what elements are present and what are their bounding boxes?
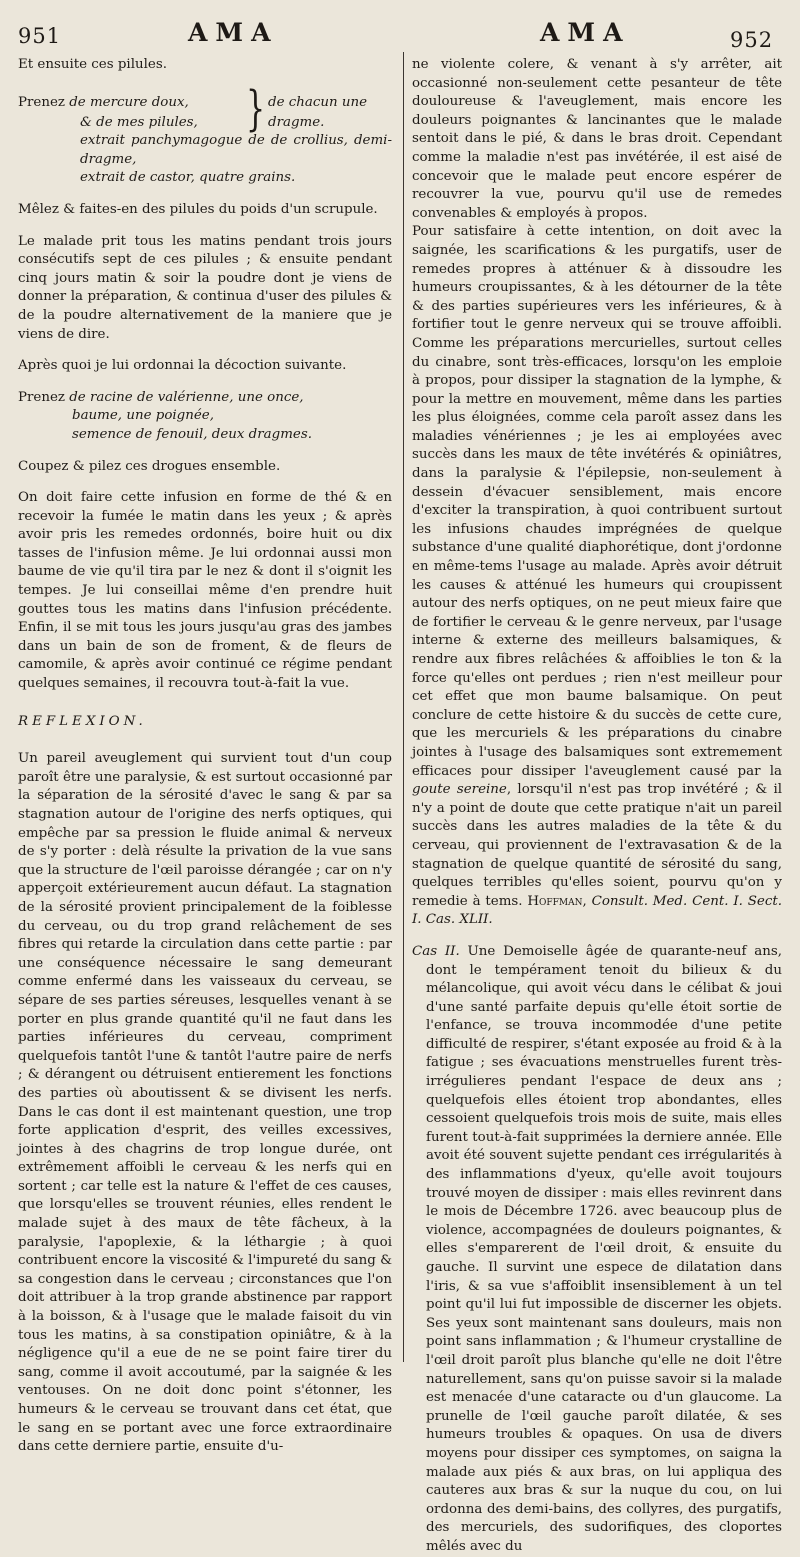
recipe-one-item-2: & de mes pilules,	[80, 114, 198, 130]
recipe-one-qty-2: dragme.	[268, 114, 325, 130]
left-column	[18, 56, 392, 1457]
recipe-two-item-3: semence de fenouil, deux dragmes.	[72, 426, 312, 442]
recipe-two	[18, 389, 392, 445]
melez-line: Mêlez & faites-en des pilules du poids d'un scrupule.	[18, 201, 378, 217]
case-text: Une Demoiselle âgée de quarante-neuf ans, dont le tempérament tenoit du bilieux & du mélancolique, qui avoit vécu dans le célibat & joui d'une santé parfaite depuis qu'elle étoit sortie de l'enfance, se trouva incommodée d'une petite difficulté de respirer, s'étant exposée au froid & à la fatigue ; ses évacuations menstruelles furent très-irrégulieres pendant l'espace de deux ans ; quelquefois elles étoient trop abondantes, elles cessoient quelquefois trois mois de suite, mais elles furent tout-à-fait supprimées la derniere année. Elle avoit été souvent sujette pendant ces irrégularités à des inflammations d'yeux, qu'elle avoit toujours trouvé moyen de dissiper : mais elles revinrent dans le mois de Décembre 1726. avec beaucoup plus de violence, accompagnées de douleurs poignantes, & elles s'emparerent de l'œil droit, & ensuite du gauche. Il survint une espece de dilatation dans l'iris, & sa vue s'affoiblit insensiblement à un tel point qu'il lui fut impossible de discerner les objets. Ses yeux sont maintenant sans douleurs, mais non point sans inflammation ; & l'humeur crystalline de l'œil droit paroît plus blanche qu'elle ne doit l'être naturellement, sans qu'on puisse savoir si la malade est menacée d'une cataracte ou d'un glaucome. La prunelle de l'œil gauche paroît dilatée, & ses humeurs troubles & opaques. On usa de divers moyens pour dissiper ces symptomes, on saigna la malade aux piés & aux bras, on lui appliqua des cauteres aux bras & sur la nuque du cou, on lui ordonna des demi-bains, des collyres, des purgatifs, des mercuriels, des sudorifiques, des cloportes mêlés avec du	[426, 943, 782, 1554]
recipe-one-item-1: de mercure doux,	[69, 94, 189, 110]
continuation-paragraph: ne violente colere, & venant à s'y arrêter, ait occasionné non-seulement cette pesanteur de tête douloureuse & l'aveuglement, mais encore les douleurs poignantes & lancinantes que le malade sentoit dans le pié, & dans le bras droit. Cependant comme la maladie n'est pas invétérée, il est aisé de concevoir que le malade peut encore espérer de recouvrer la vue, pourvu qu'il use de remedes convenables & employés à propos.	[412, 57, 782, 221]
treatment-paragraph	[412, 223, 782, 930]
malade-paragraph: Le malade prit tous les matins pendant trois jours consécutifs sept de ces pilules ; & ensuite pendant cinq jours matin & soir la poudre dont je viens de donner la préparation, & continua d'user des pilules & de la poudre alternativement de la maniere que je viens de dire.	[18, 233, 392, 342]
coupez-line: Coupez & pilez ces drogues ensemble.	[18, 458, 281, 474]
column-divider	[403, 52, 404, 1362]
apres-line: Après quoi je lui ordonnai la décoction suivante.	[18, 358, 347, 374]
recipe-brace: }	[246, 80, 266, 137]
treatment-text: Pour satisfaire à cette intention, on doit avec la saignée, les scarifications & les purgatifs, user de remedes propres à atténuer & à dissoudre les humeurs croupissantes, & à les détourner de la tête & des parties supérieures vers les inférieures, & à fortifier tout le genre nerveux qui se trouve affoibli. Comme les préparations mercurielles, surtout celles du cinabre, sont très-efficaces, lorsqu'on les emploie à propos, pour dissiper la stagnation de la lymphe, & pour la mettre en mouvement, même dans les parties les plus éloignées, comme cela paroît assez dans les maladies vénériennes ; je les ai employées avec succès dans les maux de tête invétérés & opiniâtres, dans la paralysie & l'épilepsie, non-seulement à dessein d'évacuer sensiblement, mais encore d'exciter la transpiration, à quoi contribuent surtout les infusions chaudes imprégnées de quelque substance d'une qualité diaphorétique, dont j'ordonne en même-tems l'usage au malade. Après avoir détruit les causes & atténué les humeurs qui croupissent autour des nerfs optiques, on ne peut mieux faire que de fortifier le cerveau & le genre nerveux, par l'usage interne & externe des meilleurs balsamiques, & rendre aux fibres relâchées & affoiblies le ton & la force qu'elles ont perdues ; rien n'est meilleur pour cet effet que mon baume balsamique. On peut conclure de cette histoire & du succès de cette cure, que les mercuriels & les préparations du cinabre jointes à l'usage des balsamiques sont extremement efficaces pour dissiper l'aveuglement causé par la	[412, 224, 782, 779]
case-two-paragraph	[412, 943, 782, 1557]
reflexion-heading: REFLEXION.	[18, 713, 147, 729]
right-column	[412, 56, 782, 1557]
right-running-head: AMA	[540, 18, 631, 47]
goute-sereine: goute sereine	[412, 782, 507, 798]
case-label: Cas II.	[412, 943, 460, 959]
recipe-one-item-4: extrait de castor, quatre grains.	[80, 170, 296, 186]
recipe-one-qty-1: de chacun une	[268, 94, 368, 110]
left-page-number: 951	[18, 24, 62, 48]
recipe-two-prefix: Prenez	[18, 389, 65, 405]
reference-author: Hoffman,	[527, 893, 587, 909]
reflexion-paragraph: Un pareil aveuglement qui survient tout d'un coup paroît être une paralysie, & est surtout occasionné par la séparation de la sérosité d'avec le sang & par sa stagnation autour de l'origine des nerfs optiques, qui empêche par sa pression le fluide animal & nerveux de s'y porter : delà résulte la privation de la vue sans que la structure de l'œil paroisse dérangée ; car on n'y apperçoit extérieurement aucun défaut. La stagnation de la sérosité provient principalement de la foiblesse du cerveau, ou du trop grand relâchement de ses fibres qui retarde la circulation dans cette partie : par une conséquence nécessaire le sang demeurant comme enfermé dans les vaisseaux du cerveau, se sépare de ses parties séreuses, lesquelles venant à se porter en plus grande quantité qu'il ne faut dans les parties inférieures du cerveau, compriment quelquefois tantôt l'une & tantôt l'autre paire de nerfs ; & dérangent ou détruisent entierement les fonctions des parties où aboutissent & se divisent les nerfs. Dans le cas dont il est maintenant question, une trop forte application d'esprit, des veilles excessives, jointes à des chagrins de trop longue durée, ont extrêmement affoibli le cerveau & les nerfs qui en sortent ; car telle est la nature & l'effet de ces causes, que lorsqu'elles se trouvent réunies, elles rendent le malade sujet à des maux de tête fâcheux, à la paralysie, l'apoplexie, & la léthargie ; à quoi contribuent encore la viscosité & l'impureté du sang & sa congestion dans le cerveau ; circonstances que l'on doit attribuer à la trop grande abstinence par rapport à la boisson, & à l'usage que le malade faisoit du vin tous les matins, à sa constipation opiniâtre, & à la négligence qu'il a eue de ne se point faire tirer du sang, comme il avoit accoutumé, par la saignée & les ventouses. On ne doit donc point s'étonner, les humeurs & le cerveau se trouvant dans cet état, que le sang en se portant avec une force extraordinaire dans cette derniere partie, ensuite d'u-	[18, 751, 392, 1455]
infusion-paragraph: On doit faire cette infusion en forme de thé & en recevoir la fumée le matin dans les yeux ; & après avoir pris les remedes ordonnés, boire huit ou dix tasses de l'infusion même. Je lui ordonnai aussi mon baume de vie qu'il tira par le nez & dont il s'oignit les tempes. Je lui conseillai même d'en prendre huit gouttes tous les matins dans l'infusion précédente. Enfin, il se mit tous les jours jusqu'au gras des jambes dans un bain de son de froment, & de fleurs de camomile, & après avoir continué ce régime pendant quelques semaines, il recouvra tout-à-fait la vue.	[18, 490, 392, 692]
left-running-head: AMA	[188, 18, 279, 47]
reference-work: Consult. Med. Cent. I. Sect. I. Cas. XLII.	[412, 893, 782, 928]
intro-line: Et ensuite ces pilules.	[18, 57, 167, 72]
recipe-two-item-2: baume, une poignée,	[72, 408, 214, 424]
right-page-number: 952	[730, 28, 774, 52]
recipe-one-item-3: extrait panchymagogue de de crollius, demi-dragme,	[80, 133, 392, 167]
recipe-one-prefix: Prenez	[18, 94, 65, 110]
recipe-one	[18, 80, 392, 188]
recipe-two-item-1: de racine de valérienne, une once,	[69, 389, 304, 405]
treatment-text-end: , lorsqu'il n'est pas trop invétéré ; & il n'y a point de doute que cette pratique n'ait un pareil succès dans les autres maladies de la tête & du cerveau, qui proviennent de l'extravasation & de la stagnation de quelque quantité de sérosité du sang, quelques terribles qu'elles soient, pourvu qu'on y remedie à tems.	[412, 782, 783, 909]
